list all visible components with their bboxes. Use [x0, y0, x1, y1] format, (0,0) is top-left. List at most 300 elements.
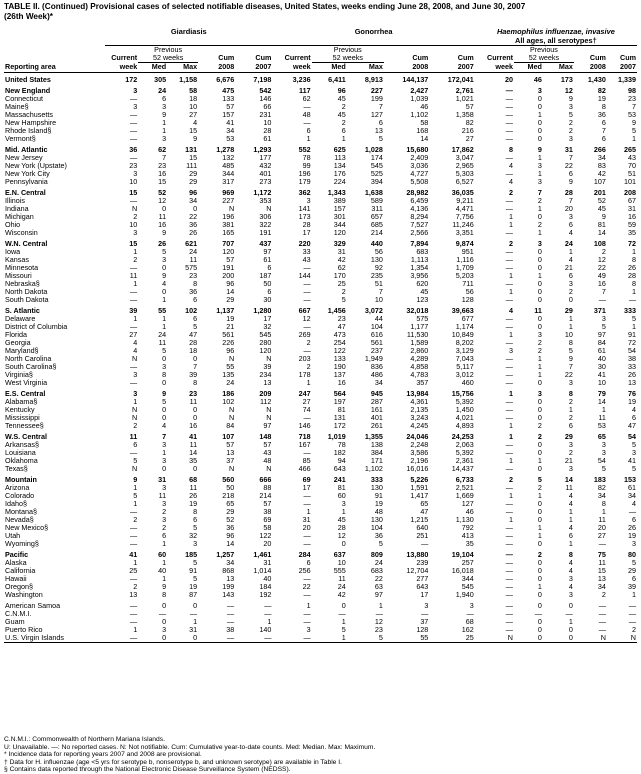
- weeks52-header: 52 weeks: [312, 54, 384, 63]
- value-cell: 172: [105, 73, 138, 85]
- value-cell: —: [130, 288, 138, 296]
- value-cell: 226: [222, 339, 235, 347]
- value-cell: 27: [129, 331, 138, 339]
- value-cell: 254: [333, 339, 346, 347]
- value-cell: 3: [537, 86, 542, 95]
- value-cell: 234: [259, 371, 272, 379]
- value-cell: 92: [374, 264, 383, 272]
- value-cell: 10: [564, 331, 573, 339]
- value-cell: 28: [189, 339, 198, 347]
- value-cell: 3: [133, 170, 138, 178]
- table-header: [4, 28, 637, 73]
- value-cell: —: [130, 119, 138, 127]
- value-cell: 1: [133, 559, 138, 567]
- value-cell: 112: [259, 398, 272, 406]
- value-cell: 1,021: [455, 95, 474, 103]
- value-cell: 1: [162, 559, 167, 567]
- value-cell: 9: [162, 272, 167, 280]
- value-cell: 2,427: [410, 86, 429, 95]
- value-cell: 1: [133, 626, 138, 634]
- value-cell: 3: [162, 135, 167, 143]
- value-cell: 44: [374, 315, 383, 323]
- value-cell: 16: [597, 280, 606, 288]
- value-cell: 177: [259, 154, 272, 162]
- value-cell: 8: [193, 280, 198, 288]
- value-cell: 8: [568, 389, 573, 398]
- table-body: [4, 73, 637, 643]
- value-cell: 0: [162, 601, 167, 610]
- value-cell: 15: [129, 188, 138, 197]
- value-cell: 28: [564, 188, 573, 197]
- reporting-area-cell: North Carolina: [5, 355, 52, 363]
- value-cell: 16,016: [406, 465, 429, 473]
- value-cell: —: [505, 154, 513, 162]
- value-cell: 29: [564, 432, 573, 441]
- table-row: [4, 111, 637, 119]
- value-cell: —: [130, 197, 138, 205]
- table-row: [4, 516, 637, 524]
- value-cell: 3: [193, 540, 198, 548]
- value-cell: 0: [341, 601, 346, 610]
- value-cell: 485: [222, 162, 235, 170]
- value-cell: —: [303, 610, 311, 618]
- table-row: [4, 626, 637, 634]
- value-cell: 4,361: [410, 398, 429, 406]
- value-cell: —: [130, 532, 138, 540]
- value-cell: 945: [370, 389, 383, 398]
- footnotes: [4, 736, 637, 774]
- table-row: [4, 248, 637, 256]
- value-cell: 1,709: [455, 264, 474, 272]
- value-cell: 525: [370, 170, 383, 178]
- table-row: [4, 315, 637, 323]
- value-cell: 29: [226, 296, 235, 304]
- value-cell: 5: [162, 248, 167, 256]
- value-cell: 13: [226, 575, 235, 583]
- table-row: [4, 213, 637, 221]
- value-cell: 575: [416, 315, 429, 323]
- value-cell: 10,849: [451, 331, 474, 339]
- value-cell: 24: [564, 239, 573, 248]
- value-cell: 172: [333, 422, 346, 430]
- value-cell: 21: [564, 457, 573, 465]
- value-cell: 120: [259, 347, 272, 355]
- value-cell: 473: [333, 331, 346, 339]
- cum-header: Cum: [620, 54, 636, 63]
- value-cell: 22: [189, 213, 198, 221]
- value-cell: 5: [193, 559, 198, 567]
- value-cell: 153: [624, 475, 636, 484]
- value-cell: 0: [537, 398, 542, 406]
- value-cell: —: [303, 264, 311, 272]
- value-cell: 1: [537, 363, 542, 371]
- value-cell: 140: [259, 626, 272, 634]
- value-cell: 0: [537, 618, 542, 626]
- value-cell: 81: [337, 406, 346, 414]
- value-cell: —: [303, 323, 311, 331]
- value-cell: 5: [341, 296, 346, 304]
- value-cell: 120: [333, 229, 346, 237]
- value-cell: 10: [129, 221, 138, 229]
- footnote-line: * Incidence data for reporting years 2007 and 2008 are provisional.: [4, 751, 202, 759]
- value-cell: 18: [189, 347, 198, 355]
- value-cell: 3,351: [455, 229, 474, 237]
- reporting-area-cell: Washington: [5, 591, 43, 599]
- value-cell: —: [303, 119, 311, 127]
- value-cell: 3: [162, 626, 167, 634]
- value-cell: 8: [162, 591, 167, 599]
- value-cell: 88: [263, 484, 272, 492]
- reporting-area-cell: New England: [5, 86, 51, 95]
- value-cell: 1,940: [455, 591, 474, 599]
- value-cell: 251: [416, 532, 429, 540]
- value-cell: 3: [133, 86, 138, 95]
- value-cell: 199: [370, 95, 383, 103]
- value-cell: 4: [133, 347, 138, 355]
- value-cell: 2: [162, 524, 167, 532]
- value-cell: 36: [226, 524, 235, 532]
- value-cell: 0: [537, 508, 542, 516]
- value-cell: 78: [337, 441, 346, 449]
- value-cell: 301: [333, 213, 346, 221]
- value-cell: 9: [162, 583, 167, 591]
- value-cell: 12: [597, 256, 606, 264]
- value-cell: 6: [193, 296, 198, 304]
- value-cell: 10: [597, 379, 606, 387]
- value-cell: 19: [628, 398, 636, 406]
- value-cell: N: [132, 406, 138, 414]
- value-cell: 637: [333, 550, 346, 559]
- value-cell: 203: [298, 355, 311, 363]
- value-cell: —: [130, 601, 138, 610]
- reporting-area-header: Reporting area: [4, 63, 105, 73]
- value-cell: 56: [465, 288, 474, 296]
- value-cell: 199: [222, 583, 235, 591]
- value-cell: 2: [537, 484, 542, 492]
- value-cell: 311: [371, 205, 383, 213]
- value-cell: 1: [508, 516, 513, 524]
- value-cell: 0: [543, 634, 574, 643]
- value-cell: 3: [601, 449, 606, 457]
- value-cell: —: [421, 540, 429, 548]
- value-cell: 8: [193, 508, 198, 516]
- value-cell: —: [505, 559, 513, 567]
- value-cell: 11,530: [406, 331, 429, 339]
- region-row: [4, 143, 637, 154]
- value-cell: 1: [537, 229, 542, 237]
- reporting-area-cell: Louisiana: [5, 449, 36, 457]
- value-cell: —: [505, 508, 513, 516]
- value-cell: 35: [628, 229, 636, 237]
- table-row: [4, 256, 637, 264]
- value-cell: 107: [593, 178, 606, 186]
- value-cell: 7: [378, 288, 383, 296]
- table-row: [4, 95, 637, 103]
- value-cell: —: [598, 610, 606, 618]
- value-cell: 69: [302, 475, 311, 484]
- value-cell: 53: [597, 422, 606, 430]
- value-cell: 8: [601, 103, 606, 111]
- value-cell: 6: [632, 414, 636, 422]
- table-row: [4, 532, 637, 540]
- value-cell: 18: [189, 95, 198, 103]
- value-cell: 16: [337, 379, 346, 387]
- value-cell: 0: [568, 296, 573, 304]
- max-header: Max: [543, 63, 574, 73]
- value-cell: —: [130, 449, 138, 457]
- year-2008-header: 2008: [198, 63, 235, 73]
- value-cell: 1: [341, 508, 346, 516]
- value-cell: 4: [508, 306, 513, 315]
- value-cell: —: [505, 296, 513, 304]
- value-cell: 190: [333, 363, 346, 371]
- value-cell: 13: [263, 379, 272, 387]
- value-cell: 34: [226, 559, 235, 567]
- value-cell: 201: [593, 188, 606, 197]
- value-cell: 96: [189, 188, 198, 197]
- value-cell: —: [565, 610, 573, 618]
- value-cell: 1: [133, 398, 138, 406]
- value-cell: 81: [337, 484, 346, 492]
- value-cell: 23: [189, 272, 198, 280]
- value-cell: 6: [568, 272, 573, 280]
- value-cell: 137: [333, 371, 346, 379]
- value-cell: 79: [597, 389, 606, 398]
- value-cell: 9,211: [456, 197, 474, 205]
- value-cell: 41: [226, 119, 235, 127]
- value-cell: 1: [568, 248, 573, 256]
- value-cell: 241: [333, 475, 346, 484]
- value-cell: 72: [628, 339, 636, 347]
- value-cell: 3,243: [410, 414, 429, 422]
- value-cell: 1: [306, 379, 311, 387]
- reporting-area-cell: California: [5, 567, 36, 575]
- value-cell: 1: [508, 422, 513, 430]
- value-cell: 13: [597, 575, 606, 583]
- value-cell: —: [505, 135, 513, 143]
- value-cell: 2: [133, 516, 138, 524]
- value-cell: 2: [508, 475, 513, 484]
- value-cell: —: [303, 591, 311, 599]
- value-cell: 2: [601, 248, 606, 256]
- value-cell: 1: [133, 280, 138, 288]
- value-cell: 17: [420, 591, 429, 599]
- value-cell: 8: [632, 256, 636, 264]
- hib-header-line-2: All ages, all serotypes†: [515, 36, 597, 45]
- value-cell: 97: [597, 331, 606, 339]
- value-cell: 1: [508, 492, 513, 500]
- value-cell: 182: [333, 449, 346, 457]
- value-cell: 49: [597, 272, 606, 280]
- value-cell: 12,704: [406, 567, 429, 575]
- value-cell: 16,018: [451, 567, 474, 575]
- value-cell: 17,862: [451, 145, 474, 154]
- value-cell: 28: [628, 272, 636, 280]
- value-cell: 9: [193, 135, 198, 143]
- value-cell: 16: [628, 213, 636, 221]
- reporting-area-cell: Oregon§: [5, 583, 33, 591]
- value-cell: 47: [420, 508, 429, 516]
- value-cell: 11: [158, 339, 167, 347]
- value-cell: 2: [133, 213, 138, 221]
- value-cell: 168: [416, 127, 429, 135]
- value-cell: 179: [298, 178, 311, 186]
- value-cell: 4: [568, 229, 573, 237]
- value-cell: 3: [568, 441, 573, 449]
- value-cell: —: [598, 540, 606, 548]
- value-cell: 7: [193, 363, 198, 371]
- reporting-area-cell: S. Atlantic: [5, 306, 40, 315]
- value-cell: 34: [597, 154, 606, 162]
- value-cell: 265: [624, 145, 636, 154]
- value-cell: 2: [568, 449, 573, 457]
- reporting-area-cell: South Dakota: [5, 296, 49, 304]
- value-cell: 57: [226, 256, 235, 264]
- region-row: [4, 387, 637, 398]
- value-cell: 6: [193, 315, 198, 323]
- value-cell: 35: [189, 457, 198, 465]
- cum-header: Cum: [457, 54, 474, 63]
- value-cell: 1: [378, 601, 383, 610]
- value-cell: 0: [537, 288, 542, 296]
- week-header: week: [272, 63, 311, 73]
- value-cell: 257: [461, 559, 474, 567]
- value-cell: 1: [568, 315, 573, 323]
- value-cell: 2: [568, 119, 573, 127]
- value-cell: 2: [537, 432, 542, 441]
- value-cell: 9: [162, 111, 167, 119]
- value-cell: 41: [189, 432, 198, 441]
- value-cell: 19: [374, 500, 383, 508]
- value-cell: 1,158: [167, 73, 198, 85]
- value-cell: 0: [537, 540, 542, 548]
- value-cell: 29: [564, 306, 573, 315]
- value-cell: 42: [337, 591, 346, 599]
- value-cell: 96: [226, 280, 235, 288]
- reporting-area-cell: Wyoming§: [5, 540, 39, 548]
- table-row: [4, 162, 637, 170]
- value-cell: 7: [601, 288, 606, 296]
- value-cell: 0: [537, 103, 542, 111]
- value-cell: 143: [222, 591, 235, 599]
- value-cell: 14,437: [451, 465, 474, 473]
- value-cell: 29: [189, 170, 198, 178]
- reporting-area-cell: Indiana: [5, 205, 29, 213]
- reporting-area-cell: Wisconsin: [5, 229, 38, 237]
- value-cell: 3,047: [455, 154, 474, 162]
- reporting-area-cell: U.S. Virgin Islands: [4, 634, 105, 643]
- value-cell: 144: [298, 272, 311, 280]
- value-cell: 1,638: [364, 188, 383, 197]
- value-cell: 20: [302, 524, 311, 532]
- value-cell: 3: [162, 363, 167, 371]
- value-cell: 4: [162, 280, 167, 288]
- value-cell: 5: [568, 111, 573, 119]
- value-cell: 47: [628, 422, 636, 430]
- value-cell: 4: [632, 500, 636, 508]
- value-cell: 0: [162, 264, 167, 272]
- value-cell: 344: [461, 575, 474, 583]
- value-cell: 564: [333, 389, 346, 398]
- value-cell: 6: [632, 516, 636, 524]
- value-cell: 371: [593, 306, 606, 315]
- region-row: [4, 430, 637, 441]
- value-cell: 72: [628, 239, 636, 248]
- value-cell: 1: [601, 508, 606, 516]
- value-cell: 486: [370, 371, 383, 379]
- value-cell: —: [505, 610, 513, 618]
- value-cell: 4: [568, 492, 573, 500]
- value-cell: —: [227, 618, 235, 626]
- value-cell: 1: [537, 355, 542, 363]
- value-cell: —: [505, 575, 513, 583]
- value-cell: 157: [333, 205, 346, 213]
- value-cell: N: [229, 406, 235, 414]
- value-cell: 161: [370, 406, 383, 414]
- value-cell: 552: [298, 145, 311, 154]
- value-cell: 0: [537, 414, 542, 422]
- value-cell: —: [505, 111, 513, 119]
- value-cell: 24: [158, 331, 167, 339]
- value-cell: —: [303, 347, 311, 355]
- value-cell: 128: [461, 296, 474, 304]
- reporting-area-cell: Rhode Island§: [5, 127, 52, 135]
- value-cell: 2,063: [455, 441, 474, 449]
- value-cell: 10: [129, 178, 138, 186]
- cum-header: Cum: [255, 54, 272, 63]
- value-cell: —: [303, 288, 311, 296]
- value-cell: 3: [162, 516, 167, 524]
- value-cell: —: [421, 610, 429, 618]
- value-cell: —: [505, 398, 513, 406]
- value-cell: 3,072: [364, 306, 383, 315]
- value-cell: —: [130, 296, 138, 304]
- value-cell: 6: [601, 119, 606, 127]
- value-cell: 1,039: [410, 95, 429, 103]
- reporting-area-cell: Illinois: [5, 197, 25, 205]
- value-cell: 21: [226, 323, 235, 331]
- value-cell: 4: [508, 178, 513, 186]
- value-cell: 3,129: [455, 347, 474, 355]
- value-cell: 333: [624, 306, 636, 315]
- value-cell: 437: [259, 239, 272, 248]
- value-cell: 9: [568, 355, 573, 363]
- value-cell: —: [505, 441, 513, 449]
- table-row: [4, 197, 637, 205]
- value-cell: 40: [158, 567, 167, 575]
- value-cell: 21: [564, 264, 573, 272]
- value-cell: 8: [601, 500, 606, 508]
- value-cell: —: [505, 256, 513, 264]
- value-cell: 0: [193, 414, 198, 422]
- value-cell: 191: [222, 264, 235, 272]
- value-cell: 561: [222, 331, 235, 339]
- value-cell: 20: [564, 205, 573, 213]
- value-cell: 176: [333, 170, 346, 178]
- value-cell: 1: [312, 634, 347, 643]
- value-cell: 39: [263, 363, 272, 371]
- value-cell: 11: [158, 492, 167, 500]
- value-cell: 1: [508, 389, 513, 398]
- title-line-2: (26th Week)*: [4, 12, 53, 21]
- value-cell: 0: [162, 288, 167, 296]
- value-cell: 130: [370, 484, 383, 492]
- value-cell: 3,586: [410, 449, 429, 457]
- value-cell: 132: [222, 154, 235, 162]
- value-cell: 707: [222, 239, 235, 248]
- value-cell: 1: [508, 432, 513, 441]
- reporting-area-cell: Vermont§: [5, 135, 36, 143]
